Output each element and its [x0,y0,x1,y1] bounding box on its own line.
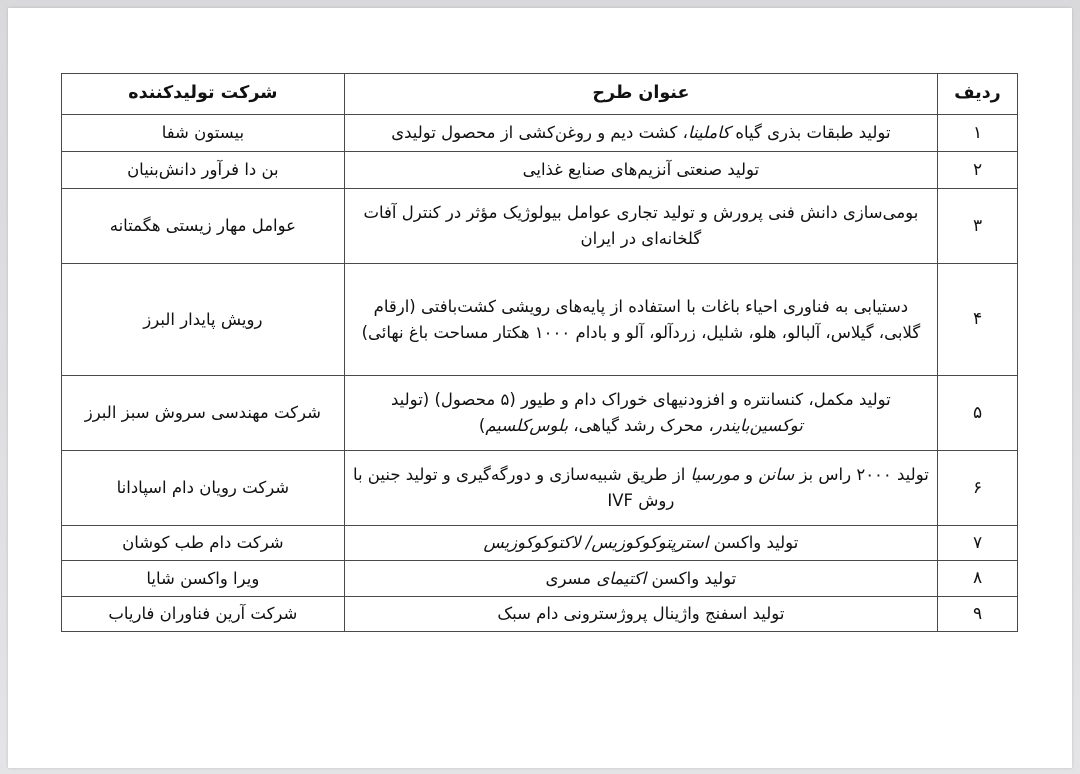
title-italic-text: اکتیمای [596,568,647,588]
title-text: دستیابی به فناوری احیاء باغات با استفاده از پایه‌های رویشی کشت‌بافتی (ارقام گلابی، گیلاس، آلبالو، هلو، شلیل، زردآلو، آلو و بادام ۱۰۰۰ هکتار مساحت باغ نهائی) [361,296,921,342]
table-row [62,596,1018,631]
company-cell: عوامل مهار زیستی هگمتانه [62,189,345,264]
table-row [62,451,1018,526]
title-text: مسری [545,568,597,588]
title-text: ، کشت دیم و روغن‌کشی از محصول تولیدی [391,123,688,143]
title-text: تولید واکسن [708,533,799,553]
table-row [62,526,1018,561]
row-number: ۴ [938,264,1018,376]
title-text: تولید اسفنج واژینال پروژسترونی دام سبک [497,604,785,624]
header-row-no: ردیف [938,74,1018,115]
title-italic-text: توکسین‌بایندر [713,416,803,435]
title-text: تولید ۲۰۰۰ راس بز [794,465,929,485]
title-italic-text: کاملینا [687,123,731,143]
row-number: ۹ [938,596,1018,631]
project-title-cell [344,264,937,376]
title-text: ، محرک رشد گیاهی، [568,416,714,435]
project-title-cell [344,451,937,526]
project-title-cell [344,115,937,152]
title-text: ) [478,416,486,435]
project-title-cell [344,561,937,596]
title-italic-text: سانن [758,465,795,485]
row-number: ۶ [938,451,1018,526]
title-text: از طریق شبیه‌سازی و دورگه‌گیری و تولید جنین با روش IVF [352,465,691,510]
row-number: ۲ [938,152,1018,189]
title-text: بومی‌سازی دانش فنی پرورش و تولید تجاری عوامل بیولوژیک مؤثر در کنترل آفات گلخانه‌ای در ایران [363,203,919,248]
title-text: تولید مکمل، کنسانتره و افزودنیهای خوراک دام و طیور (۵ محصول) (تولید [391,390,891,410]
company-cell: بن دا فرآور دانش‌بنیان [62,152,345,189]
header-project-title: عنوان طرح [344,74,937,115]
row-number: ۷ [938,526,1018,561]
table-row [62,264,1018,376]
row-number: ۳ [938,189,1018,264]
table-row [62,189,1018,264]
table-row [62,152,1018,189]
table-row [62,561,1018,596]
project-title-cell [344,596,937,631]
project-title-cell [344,152,937,189]
project-title-cell [344,526,937,561]
title-text: و [739,465,759,485]
row-number: ۸ [938,561,1018,596]
company-cell: ویرا واکسن شایا [62,561,345,596]
project-title-cell [344,376,937,451]
table-row [62,115,1018,152]
header-producer: شرکت تولیدکننده [62,74,345,115]
company-cell: رویش پایدار البرز [62,264,345,376]
company-cell: بیستون شفا [62,115,345,152]
company-cell: شرکت آرین فناوران فاریاب [62,596,345,631]
projects-table [61,73,1018,632]
table-row [62,376,1018,451]
table-header-row [62,74,1018,115]
document-page [8,8,1072,768]
title-italic-text: بلوس‌کلسیم [485,416,569,435]
company-cell: شرکت دام طب کوشان [62,526,345,561]
row-number: ۵ [938,376,1018,451]
title-text: تولید طبقات بذری گیاه [730,123,891,143]
company-cell: شرکت مهندسی سروش سبز البرز [62,376,345,451]
company-cell: شرکت رویان دام اسپادانا [62,451,345,526]
title-italic-text: مورسیا [690,465,740,485]
project-title-cell [344,189,937,264]
title-italic-text: استرپتوکوکوزیس/ لاکتوکوکوزیس [483,533,709,553]
row-number: ۱ [938,115,1018,152]
title-text: تولید صنعتی آنزیم‌های صنایع غذایی [522,160,760,180]
title-text: تولید واکسن [646,568,737,588]
